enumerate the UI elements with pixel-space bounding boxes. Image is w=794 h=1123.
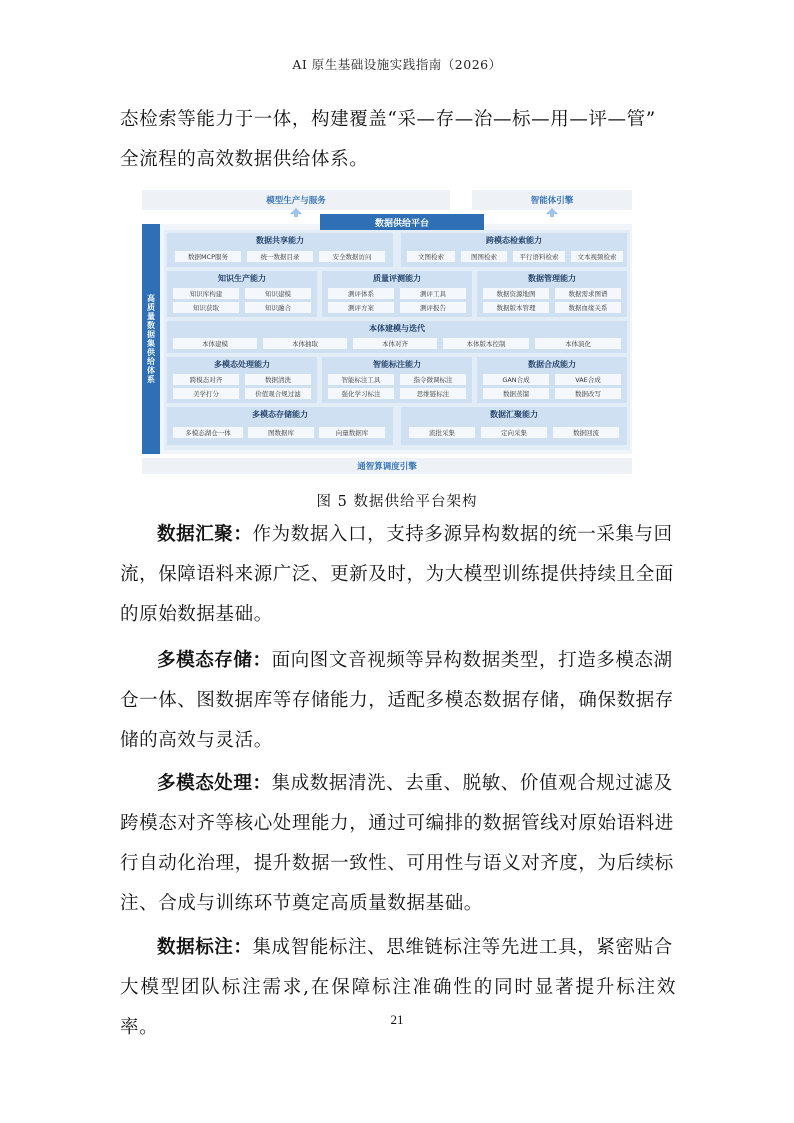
dataset-system-sidebar: 高质量数据集供给体系: [142, 224, 160, 454]
paragraph-line: 行自动化治理，提升数据一致性、可用性与语义对齐度，为后续标: [120, 853, 674, 874]
chip: 强化学习标注: [328, 388, 394, 399]
chip: 测评体系: [328, 288, 394, 299]
capability-panel: [164, 230, 630, 450]
section-multimodal-storage: [120, 641, 676, 761]
chip: 指令微调标注: [400, 374, 466, 385]
paragraph-line: 储的高效与灵活。: [120, 730, 273, 751]
synthesis-box: [477, 357, 627, 403]
paragraph-line: 跨模态对齐等核心处理能力，通过可编排的数据管线对原始语料进: [120, 813, 674, 834]
section-data-labeling: [120, 928, 676, 1048]
section-multimodal-processing: [120, 764, 676, 924]
management-box: [477, 271, 627, 317]
model-production-label: 模型生产与服务: [142, 190, 450, 210]
chip: 测评工具: [400, 288, 466, 299]
chip: 本体对齐: [353, 338, 437, 349]
chip: 跨模态对齐: [173, 374, 239, 385]
chip: 统一数据目录: [247, 251, 313, 262]
chip: 本体演化: [535, 338, 621, 349]
chip: 测评方案: [328, 302, 394, 313]
chip: 数据蒸馏: [483, 388, 549, 399]
up-arrow-stem: [550, 213, 554, 217]
paragraph-line: 注、合成与训练环节奠定高质量数据基础。: [120, 893, 483, 914]
chip: 价值观合规过滤: [245, 388, 311, 399]
chip: 数据血缘关系: [555, 302, 621, 313]
figure-caption: 图 5 数据供给平台架构: [316, 494, 478, 510]
page-header: AI 原生基础设施实践指南（2026）: [292, 57, 502, 72]
section-term: 多模态存储：: [157, 650, 272, 671]
line-text: 作为数据入口，支持多源异构数据的统一采集与回: [252, 524, 673, 545]
paragraph-line: 仓一体、图数据库等存储能力，适配多模态数据存储，确保数据存: [120, 690, 674, 711]
knowledge-box: [167, 271, 317, 317]
chip: 定向采集: [481, 427, 547, 438]
intro-line: 全流程的高效数据供给体系。: [120, 149, 369, 170]
paragraph-line: 的原始数据基础。: [120, 604, 273, 625]
labeling-title: 智能标注能力: [373, 360, 421, 369]
labeling-box: [322, 357, 472, 403]
intro-paragraph: [120, 100, 676, 180]
chip: 知识库构建: [173, 288, 239, 299]
sharing-title: 数据共享能力: [256, 236, 304, 245]
collection-box: [401, 407, 627, 445]
quality-box: [322, 271, 472, 317]
scheduling-engine-bar: 通智算调度引擎: [142, 458, 632, 474]
section-term: 多模态处理：: [157, 773, 272, 794]
chip: VAE合成: [555, 374, 621, 385]
storage-box: [167, 407, 393, 445]
ontology-title: 本体建模与迭代: [369, 324, 425, 333]
chip: 数据MCP服务: [175, 251, 241, 262]
synthesis-title: 数据合成能力: [528, 360, 576, 369]
up-arrow-stem: [294, 213, 298, 217]
management-title: 数据管理能力: [528, 274, 576, 283]
line-text: 面向图文音视频等异构数据类型，打造多模态湖: [271, 650, 673, 671]
chip: 数据改写: [555, 388, 621, 399]
chip: 多模态湖仓一体: [173, 427, 243, 438]
chip: 数据需求图谱: [555, 288, 621, 299]
chip: 本体抽取: [263, 338, 347, 349]
chip: 本体建模: [173, 338, 257, 349]
section-term: 数据汇聚：: [157, 524, 253, 545]
retrieval-box: [401, 233, 627, 267]
chip: 智能标注工具: [328, 374, 394, 385]
knowledge-title: 知识生产能力: [218, 274, 266, 283]
chip: 测评报告: [400, 302, 466, 313]
chip: 数据清洗: [245, 374, 311, 385]
intro-line: 态检索等能力于一体，构建覆盖“采—存—治—标—用—评—管”: [120, 109, 656, 130]
storage-title: 多模态存储能力: [252, 410, 308, 419]
data-supply-platform-diagram: [142, 190, 632, 474]
agent-engine-label: 智能体引擎: [472, 190, 632, 210]
page-number: 21: [390, 1012, 404, 1027]
chip: 思维链标注: [400, 388, 466, 399]
processing-box: [167, 357, 317, 403]
chip: 文本视频检索: [571, 251, 623, 262]
paragraph-line: [120, 641, 676, 681]
chip: 图数据库: [248, 427, 314, 438]
quality-title: 质量评测能力: [373, 274, 421, 283]
section-data-collection: [120, 515, 676, 635]
chip: 知识建模: [245, 288, 311, 299]
chip: 向量数据库: [319, 427, 385, 438]
retrieval-title: 跨模态检索能力: [486, 236, 542, 245]
chip: 本体版本控制: [443, 338, 529, 349]
paragraph-line: [120, 928, 676, 968]
line-text: 集成数据清洗、去重、脱敏、价值观合规过滤及: [271, 773, 673, 794]
collection-title: 数据汇聚能力: [490, 410, 538, 419]
chip: 数据资源地图: [483, 288, 549, 299]
chip: 知识获取: [173, 302, 239, 313]
chip: 知识融合: [245, 302, 311, 313]
section-term: 数据标注：: [157, 937, 253, 958]
sharing-box: [167, 233, 393, 267]
chip: 平行语料检索: [513, 251, 565, 262]
chip: 数据回流: [553, 427, 619, 438]
paragraph-line: [120, 764, 676, 804]
chip: 安全数据访问: [319, 251, 385, 262]
chip: GAN合成: [483, 374, 549, 385]
line-text: 集成智能标注、思维链标注等先进工具，紧密贴合: [252, 937, 673, 958]
chip: 图图检索: [461, 251, 507, 262]
processing-title: 多模态处理能力: [214, 360, 270, 369]
chip: 文图检索: [407, 251, 455, 262]
paragraph-line: 大模型团队标注需求,在保障标注准确性的同时显著提升标注效率。: [120, 977, 676, 1038]
chip: 流批采集: [409, 427, 475, 438]
paragraph-line: 流，保障语料来源广泛、更新及时，为大模型训练提供持续且全面: [120, 564, 674, 585]
platform-title: 数据供给平台: [320, 214, 484, 230]
chip: 数据版本管理: [483, 302, 549, 313]
ontology-box: [167, 321, 627, 353]
paragraph-line: [120, 515, 676, 555]
chip: 美学打分: [173, 388, 239, 399]
